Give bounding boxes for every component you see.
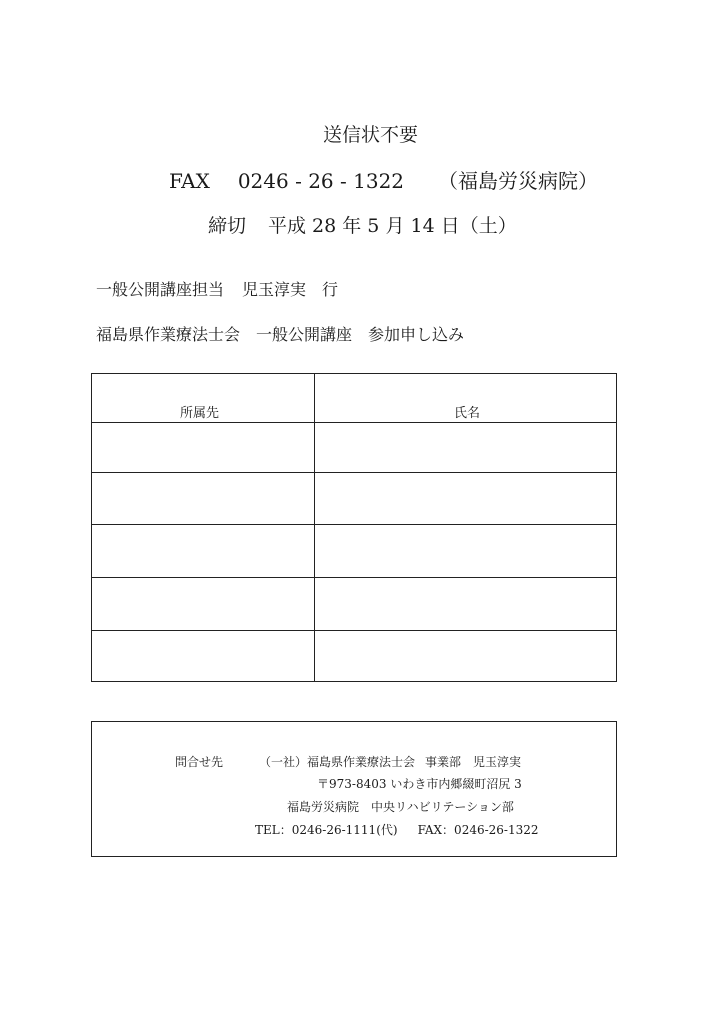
name-cell-5[interactable] [318, 632, 614, 679]
deadline-label: 締切 [208, 215, 247, 237]
contact-organization-line [259, 753, 521, 770]
no-cover-sheet-note: 送信状不要 [322, 124, 418, 146]
table-header-divider [92, 422, 616, 423]
contact-hospital-dept: 中央リハビリテーション部 [371, 800, 514, 814]
affiliation-cell-2[interactable] [94, 474, 312, 522]
deadline-line [208, 211, 517, 238]
affiliation-cell-3[interactable] [94, 526, 312, 575]
event-title: 一般公開講座 参加申し込み [256, 325, 465, 344]
contact-phone-line [255, 821, 539, 838]
affiliation-cell-4[interactable] [94, 579, 312, 628]
registration-table [91, 373, 617, 682]
deadline-date: 平成 28 年 5 月 14 日（土） [268, 215, 517, 237]
table-row-divider [92, 577, 616, 578]
name-cell-2[interactable] [318, 474, 614, 522]
contact-tel: TEL：0246-26-1111(代) [255, 823, 398, 837]
table-column-divider [314, 374, 315, 681]
table-row-divider [92, 472, 616, 473]
fax-hospital: （福島労災病院） [438, 169, 599, 193]
fax-number: 0246 - 26 - 1322 [237, 169, 405, 193]
event-title-line [96, 322, 464, 345]
recipient-attention: 一般公開講座担当 [96, 280, 225, 299]
contact-hospital: 福島労災病院 [287, 800, 360, 814]
contact-info-box [91, 721, 617, 857]
event-organization: 福島県作業療法士会 [96, 325, 241, 344]
affiliation-cell-5[interactable] [94, 632, 312, 679]
name-cell-3[interactable] [318, 526, 614, 575]
name-cell-1[interactable] [318, 424, 614, 470]
recipient-person: 児玉淳実 行 [242, 280, 339, 299]
contact-address: 〒973-8403 いわき市内郷綴町沼尻 3 [317, 777, 522, 791]
fax-label: FAX [169, 169, 210, 193]
fax-number-line [169, 165, 598, 194]
header-name: 氏名 [454, 406, 481, 421]
contact-fax: FAX：0246-26-1322 [417, 823, 539, 837]
recipient-line [96, 277, 338, 300]
table-row-divider [92, 524, 616, 525]
header-affiliation: 所属先 [180, 406, 220, 421]
table-row-divider [92, 630, 616, 631]
contact-department: 事業部 児玉淳実 [425, 755, 522, 769]
affiliation-cell-1[interactable] [94, 424, 312, 470]
name-cell-4[interactable] [318, 579, 614, 628]
contact-organization: （一社）福島県作業療法士会 [259, 755, 416, 769]
contact-label: 問合せ先 [175, 755, 224, 769]
contact-hospital-line [287, 798, 514, 815]
